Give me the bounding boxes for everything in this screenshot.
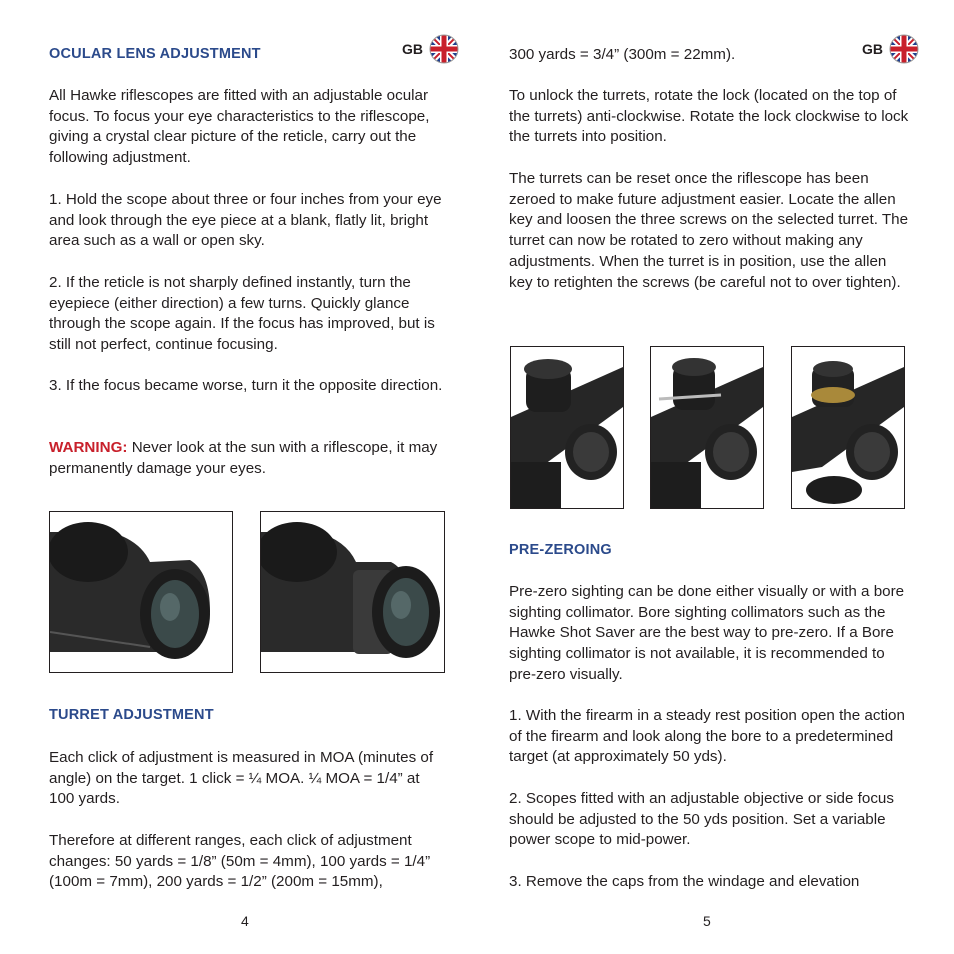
ocular-paragraph-2: 1. Hold the scope about three or four inches from your eye and look through the eye piece at a blank, flatly lit, bright area such as a wall or open sky.: [49, 191, 442, 250]
turret-photo-removed: [791, 346, 905, 509]
ocular-paragraph-1: All Hawke riflescopes are fitted with an adjustable ocular focus. To focus your eye characteristics to the riflescope, giving a crystal clear picture of the reticle, carry out the following adjustment.: [49, 87, 430, 167]
page-number-left: 4: [241, 913, 249, 929]
turret-photo-lock: [510, 346, 624, 509]
prezero-paragraph-2: 1. With the firearm in a steady rest position open the action of the firearm and look along the bore to a predetermined target (at approximately 50 yds).: [509, 707, 905, 766]
prezero-paragraph-1: Pre-zero sighting can be done either visually or with a bore sighting collimator. Bore sighting collimators such as the Hawke Shot Saver are the best way to pre-zero. If a Bore sighting collimator is not available, it is recommended to pre-zero visually.: [509, 583, 905, 683]
prezero-paragraph-3: 2. Scopes fitted with an adjustable objective or side focus should be adjusted to the 50 yds position. Set a variable power scope to mid-power.: [509, 790, 894, 849]
ocular-paragraph-4: 3. If the focus became worse, turn it the opposite direction.: [49, 377, 443, 394]
turret-photo-allen-key: [650, 346, 764, 509]
prezero-paragraph-4: 3. Remove the caps from the windage and elevation: [509, 873, 860, 890]
ocular-paragraph-3: 2. If the reticle is not sharply defined instantly, turn the eyepiece (either direction) a few turns. Quickly glance through the scope again. If the focus has improved, but is still not perfect, continue focusing.: [49, 274, 435, 354]
ocular-photo-closed: [49, 511, 233, 673]
warning-text: Never look at the sun with a riflescope, it may permanently damage your eyes.: [49, 439, 438, 477]
language-label: GB: [862, 41, 883, 57]
page-number-right: 5: [703, 913, 711, 929]
turret-paragraph-1: Each click of adjustment is measured in MOA (minutes of angle) on the target. 1 click = ¼ MOA. ¼ MOA = 1/4” at 100 yards.: [49, 749, 434, 808]
turret-paragraph-2: Therefore at different ranges, each click of adjustment changes: 50 yards = 1/8” (50m = 4mm), 100 yards = 1/4” (100m = 7mm), 200 yards = 1/2” (200m = 15mm),: [49, 832, 431, 891]
uk-flag-icon: [429, 34, 459, 64]
ocular-heading: OCULAR LENS ADJUSTMENT: [49, 46, 261, 62]
warning-label: WARNING:: [49, 439, 128, 456]
ocular-photo-extended: [260, 511, 445, 673]
turret-lock-paragraph: To unlock the turrets, rotate the lock (located on the top of the turrets) anti-clockwise. Rotate the lock clockwise to lock the turrets into position.: [509, 87, 909, 146]
language-label: GB: [402, 41, 423, 57]
turret-heading: TURRET ADJUSTMENT: [49, 707, 214, 723]
warning-paragraph: [49, 438, 449, 479]
turret-continued-paragraph: 300 yards = 3/4” (300m = 22mm).: [509, 46, 736, 63]
turret-reset-paragraph: The turrets can be reset once the riflescope has been zeroed to make future adjustment easier. Locate the allen key and loosen the three screws on the selected turret. The turret can now be rotated to zero without making any adjustments. When the turret is in position, use the allen key to retighten the screws (be careful not to over tighten).: [509, 170, 909, 291]
language-badge: [402, 34, 459, 64]
prezero-heading: PRE-ZEROING: [509, 542, 612, 558]
